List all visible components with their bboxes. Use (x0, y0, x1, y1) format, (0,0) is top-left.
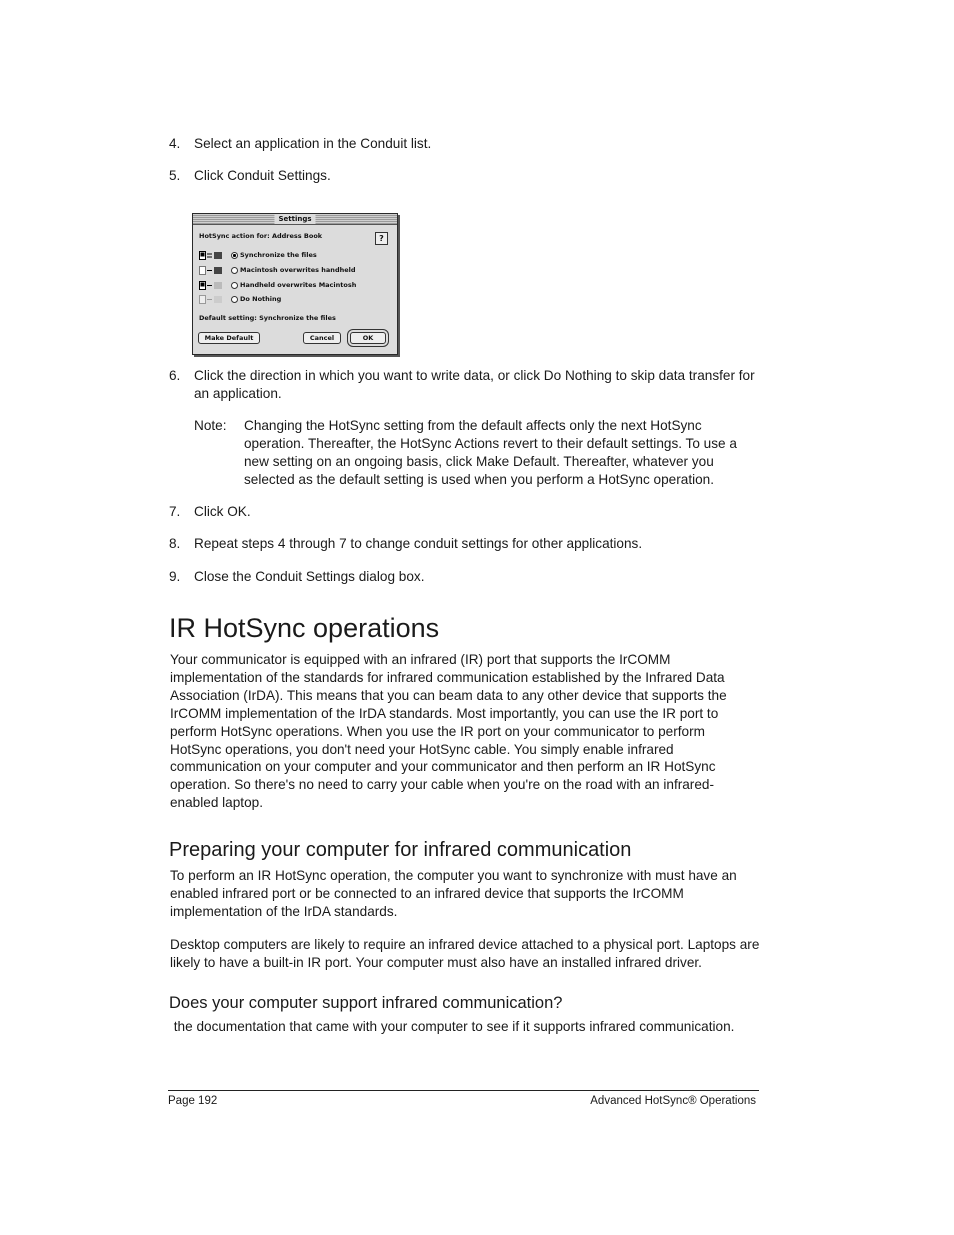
subsection-para-1: To perform an IR HotSync operation, the computer you want to synchronize with must have an enabled infrared port or be connected to an infrared device that supports the IrCOMM implementation of the IrDA standards. (170, 868, 737, 919)
cancel-button[interactable]: Cancel (303, 332, 341, 344)
radio-icon[interactable] (231, 296, 238, 303)
step-text: Repeat steps 4 through 7 to change conduit settings for other applications. (194, 536, 643, 551)
handheld-to-mac-icon (199, 281, 225, 291)
subsection-heading: Preparing your computer for infrared communication (169, 839, 632, 861)
section-intro: Your communicator is equipped with an infrared (IR) port that supports the IrCOMM implementation of the standards for infrared communication established by the Infrared Data Association (IrDA). This means that you can beam data to any other device that supports the IrCOMM implementation of the IrDA standards. Most importantly, you can use the IR port to perform HotSync operations. When you use the IR port on your communicator to perform HotSync operations, you don't need your HotSync cable. You simply enable infrared communication on your computer and your communicator and then perform an IR HotSync operation. So there's no need to carry your cable when you're on the road with an infrared-enabled laptop. (170, 652, 727, 811)
settings-dialog-screenshot (192, 213, 398, 355)
sync-both-icon (199, 251, 225, 261)
subsubsection-heading: Does your computer support infrared communication? (169, 994, 563, 1012)
option-synchronize[interactable]: Synchronize the files (231, 251, 317, 260)
option-mac-overwrites[interactable]: Macintosh overwrites handheld (231, 266, 356, 275)
step-number: 4. (169, 136, 181, 151)
step-number: 8. (169, 536, 181, 551)
default-setting-label: Default setting: Synchronize the files (199, 314, 336, 322)
hotsync-action-label: HotSync action for: Address Book (199, 232, 323, 240)
subsubsection-text: the documentation that came with your computer to see if it supports infrared communication. (170, 1019, 735, 1034)
section-heading: IR HotSync operations (169, 613, 440, 643)
chapter-title: Advanced HotSync® Operations (590, 1095, 756, 1107)
radio-icon[interactable] (231, 282, 238, 289)
step-number: 6. (169, 368, 181, 383)
subsection-para-2: Desktop computers are likely to require an infrared device attached to a physical port. Laptops are likely to have a built-in IR port. Your computer must also have an installed infrared driver. (170, 937, 760, 970)
step-number: 5. (169, 168, 181, 183)
step-text: Close the Conduit Settings dialog box. (194, 569, 425, 584)
step-text: Click Conduit Settings. (194, 168, 331, 183)
step-text: Click the direction in which you want to write data, or click Do Nothing to skip data transfer for an application. (194, 368, 755, 401)
step-text: Click OK. (194, 504, 251, 519)
do-nothing-icon (199, 295, 225, 305)
make-default-button[interactable]: Make Default (198, 332, 260, 344)
ok-button[interactable]: OK (350, 332, 386, 344)
step-number: 7. (169, 504, 181, 519)
option-handheld-overwrites[interactable]: Handheld overwrites Macintosh (231, 281, 356, 290)
note-label: Note: (194, 418, 227, 433)
footer-rule (168, 1090, 759, 1091)
step-text: Select an application in the Conduit list. (194, 136, 432, 151)
option-do-nothing[interactable]: Do Nothing (231, 295, 281, 304)
radio-selected-icon[interactable] (231, 252, 238, 259)
dialog-titlebar (193, 214, 397, 225)
help-icon[interactable]: ? (375, 232, 388, 245)
note-text: Changing the HotSync setting from the default affects only the next HotSync operation. Thereafter, the HotSync Actions revert to their default settings. To use a new setting on an ongoing basis, click Make Default. Thereafter, whatever you selected as the default setting is used when you perform a HotSync operation. (244, 418, 737, 487)
page-number: Page 192 (168, 1095, 218, 1107)
step-number: 9. (169, 569, 181, 584)
radio-icon[interactable] (231, 267, 238, 274)
dialog-title: Settings (274, 214, 315, 224)
mac-to-handheld-icon (199, 266, 225, 276)
